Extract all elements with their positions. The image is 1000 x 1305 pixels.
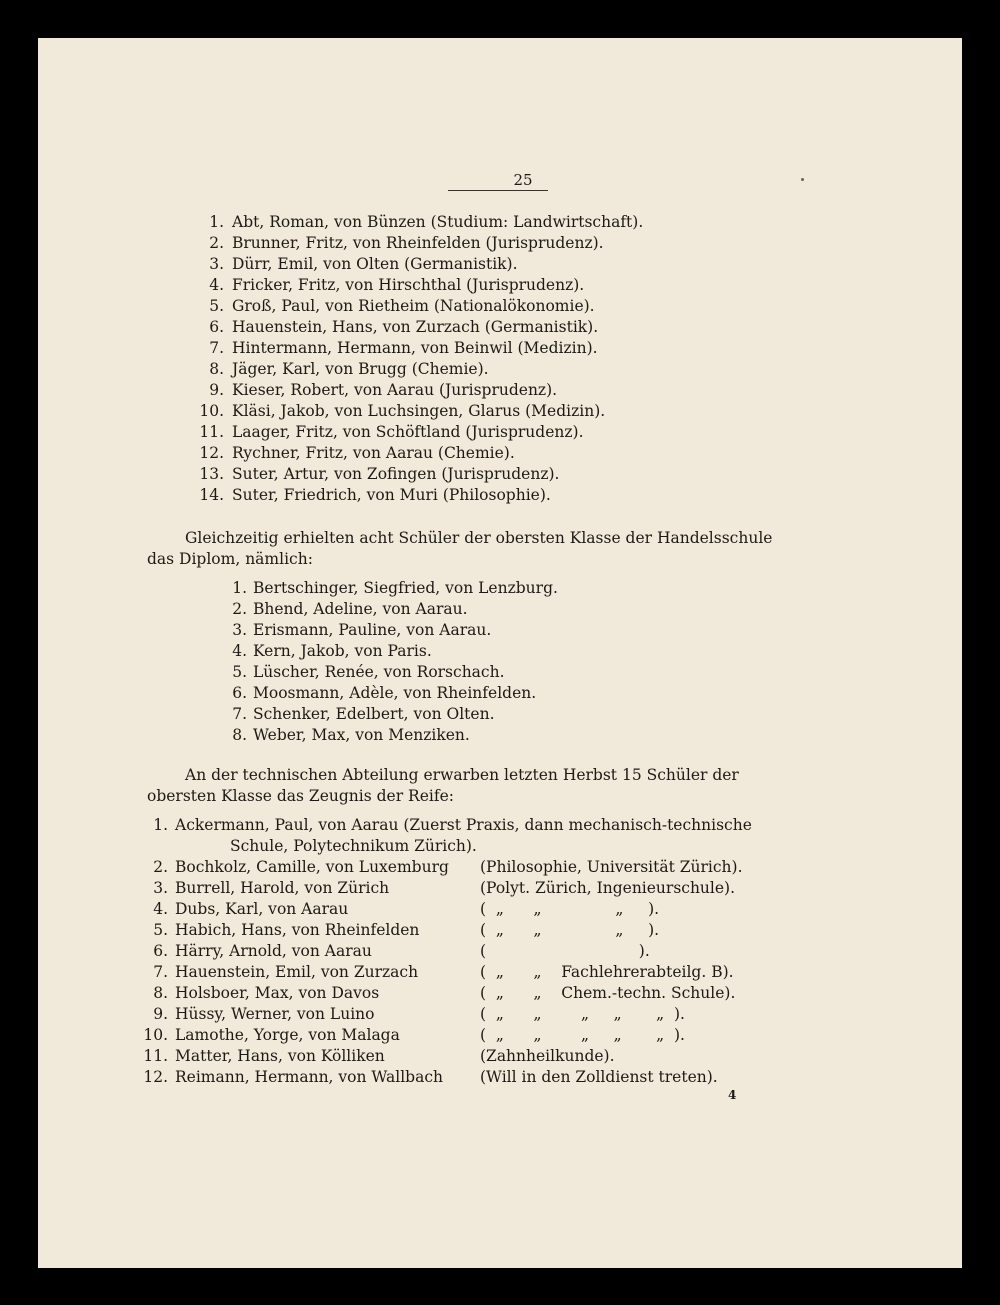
list2-number: 1. (232, 579, 247, 597)
list1-number: 14. (199, 486, 224, 504)
page-speck (801, 178, 804, 181)
list1-number: 9. (209, 381, 224, 399)
list2-item: Bertschinger, Siegfried, von Lenzburg. (253, 579, 558, 597)
list3-number: 1. (153, 816, 168, 834)
list1-number: 5. (209, 297, 224, 315)
list1-number: 4. (209, 276, 224, 294)
list1-number: 1. (209, 213, 224, 231)
list3-note: ( „ „ „ „ „ ). (480, 1005, 685, 1023)
list1-item: Suter, Artur, von Zofingen (Jurisprudenz). (232, 465, 560, 483)
list1-item: Kieser, Robert, von Aarau (Jurisprudenz). (232, 381, 558, 399)
list1-number: 6. (209, 318, 224, 336)
paragraph-line: Gleichzeitig erhielten acht Schüler der obersten Klasse der Handelsschule (185, 529, 773, 547)
list3-name: Hüssy, Werner, von Luino (175, 1005, 375, 1023)
list3-name: Matter, Hans, von Kölliken (175, 1047, 385, 1065)
list3-note: ( „ „ Fachlehrerabteilg. B). (480, 963, 734, 981)
list3-number: 11. (143, 1047, 168, 1065)
paragraph-line: das Diplom, nämlich: (147, 550, 313, 568)
list2-item: Moosmann, Adèle, von Rheinfelden. (253, 684, 537, 702)
list2-item: Kern, Jakob, von Paris. (253, 642, 432, 660)
list1-item: Dürr, Emil, von Olten (Germanistik). (232, 255, 518, 273)
list2-item: Erismann, Pauline, von Aarau. (253, 621, 492, 639)
list3-number: 8. (153, 984, 168, 1002)
list1-item: Fricker, Fritz, von Hirschthal (Jurisprudenz). (232, 276, 585, 294)
signature-mark: 4 (728, 1088, 737, 1102)
list3-note: ( „ „ „ ). (480, 921, 660, 939)
list1-item: Brunner, Fritz, von Rheinfelden (Jurisprudenz). (232, 234, 604, 252)
list1-item: Jäger, Karl, von Brugg (Chemie). (232, 360, 489, 378)
list3-name: Härry, Arnold, von Aarau (175, 942, 372, 960)
list3-number: 7. (153, 963, 168, 981)
list3-number: 4. (153, 900, 168, 918)
list3-note: ( ). (480, 942, 650, 960)
document-page (38, 38, 962, 1268)
list3-number: 10. (143, 1026, 168, 1044)
list1-item: Rychner, Fritz, von Aarau (Chemie). (232, 444, 515, 462)
list1-number: 11. (199, 423, 224, 441)
list3-note: (Zahnheilkunde). (480, 1047, 615, 1065)
list1-number: 13. (199, 465, 224, 483)
list1-number: 8. (209, 360, 224, 378)
list1-item: Suter, Friedrich, von Muri (Philosophie). (232, 486, 551, 504)
paragraph-line: obersten Klasse das Zeugnis der Reife: (147, 787, 454, 805)
paragraph-line: An der technischen Abteilung erwarben letzten Herbst 15 Schüler der (185, 766, 739, 784)
list3-note: (Polyt. Zürich, Ingenieurschule). (480, 879, 736, 897)
list3-number: 5. (153, 921, 168, 939)
list3-item-continuation: Schule, Polytechnikum Zürich). (230, 837, 477, 855)
list2-item: Weber, Max, von Menziken. (253, 726, 470, 744)
list1-number: 2. (209, 234, 224, 252)
list3-name: Reimann, Hermann, von Wallbach (175, 1068, 443, 1086)
list3-note: (Philosophie, Universität Zürich). (480, 858, 743, 876)
list3-note: ( „ „ „ „ „ ). (480, 1026, 685, 1044)
list3-number: 12. (143, 1068, 168, 1086)
list1-item: Laager, Fritz, von Schöftland (Jurisprudenz). (232, 423, 584, 441)
list3-number: 3. (153, 879, 168, 897)
list3-number: 6. (153, 942, 168, 960)
page-number-rule (448, 190, 548, 191)
list2-item: Lüscher, Renée, von Rorschach. (253, 663, 505, 681)
list3-name: Burrell, Harold, von Zürich (175, 879, 390, 897)
list2-number: 3. (232, 621, 247, 639)
list1-item: Hauenstein, Hans, von Zurzach (Germanistik). (232, 318, 599, 336)
list2-number: 4. (232, 642, 247, 660)
list1-number: 12. (199, 444, 224, 462)
list3-name: Habich, Hans, von Rheinfelden (175, 921, 420, 939)
list3-name: Lamothe, Yorge, von Malaga (175, 1026, 400, 1044)
list3-note: (Will in den Zolldienst treten). (480, 1068, 718, 1086)
list3-item: Ackermann, Paul, von Aarau (Zuerst Praxis, dann mechanisch-technische (175, 816, 752, 834)
list2-item: Schenker, Edelbert, von Olten. (253, 705, 495, 723)
page-number: 25 (513, 171, 533, 189)
list3-number: 9. (153, 1005, 168, 1023)
list1-item: Kläsi, Jakob, von Luchsingen, Glarus (Medizin). (232, 402, 606, 420)
list2-number: 8. (232, 726, 247, 744)
list1-number: 7. (209, 339, 224, 357)
list2-number: 5. (232, 663, 247, 681)
list3-name: Dubs, Karl, von Aarau (175, 900, 349, 918)
list3-name: Holsboer, Max, von Davos (175, 984, 380, 1002)
list1-number: 10. (199, 402, 224, 420)
list3-number: 2. (153, 858, 168, 876)
list3-name: Bochkolz, Camille, von Luxemburg (175, 858, 449, 876)
list2-number: 7. (232, 705, 247, 723)
list2-number: 2. (232, 600, 247, 618)
list2-number: 6. (232, 684, 247, 702)
list3-note: ( „ „ „ ). (480, 900, 660, 918)
list3-note: ( „ „ Chem.-techn. Schule). (480, 984, 736, 1002)
list1-item: Hintermann, Hermann, von Beinwil (Medizin). (232, 339, 598, 357)
list1-item: Abt, Roman, von Bünzen (Studium: Landwirtschaft). (232, 213, 644, 231)
list2-item: Bhend, Adeline, von Aarau. (253, 600, 468, 618)
list1-number: 3. (209, 255, 224, 273)
list3-name: Hauenstein, Emil, von Zurzach (175, 963, 419, 981)
list1-item: Groß, Paul, von Rietheim (Nationalökonomie). (232, 297, 595, 315)
